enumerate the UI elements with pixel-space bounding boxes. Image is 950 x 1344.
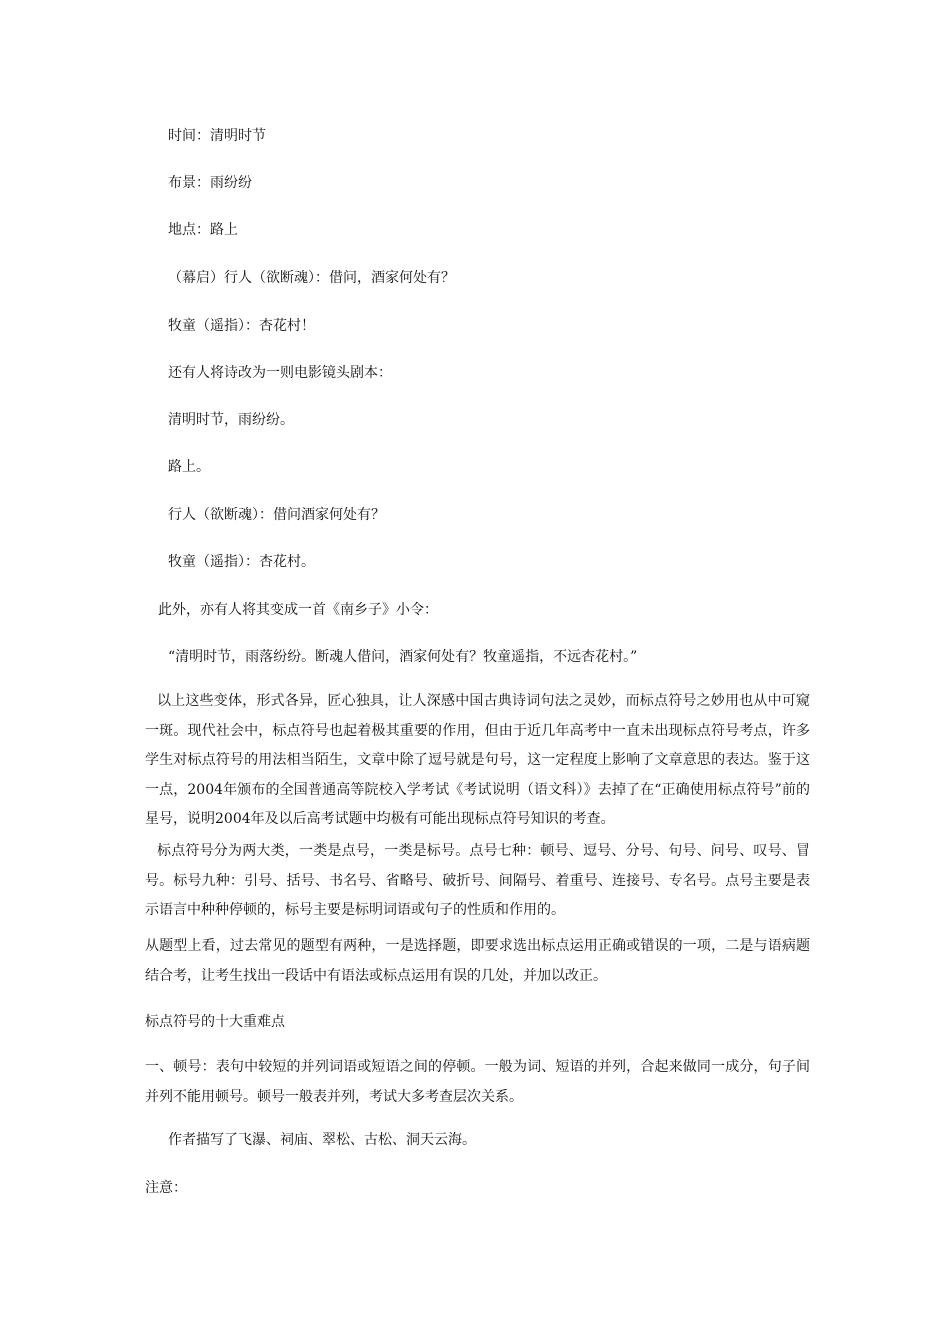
note-label: 注意： <box>145 1180 187 1196</box>
script-line-location: 地点：路上 <box>168 222 238 238</box>
item-one-comma: 一、顿号：表句中较短的并列词语或短语之间的停顿。一般为词、短语的并列，合起来做同一成分，句子间并列不能用顿号。顿号一般表并列，考试大多考查层次关系。 <box>145 1059 810 1105</box>
screenplay-line-road: 路上。 <box>168 459 210 475</box>
script-line-scenery: 布景：雨纷纷 <box>168 175 252 191</box>
nanxiangzi-quote: “清明时节，雨落纷纷。断魂人借问，酒家何处有？牧童遥指，不远杏花村。” <box>168 649 638 665</box>
paragraph-question-types: 从题型上看，过去常见的题型有两种，一是选择题，即要求选出标点运用正确或错误的一项，二是与语病题结合考，让考生找出一段话中有语法或标点运用有误的几处，并加以改正。 <box>145 938 810 984</box>
screenplay-line-traveler: 行人（欲断魂）：借问酒家何处有？ <box>168 507 385 523</box>
screenplay-intro: 还有人将诗改为一则电影镜头剧本： <box>168 365 392 381</box>
script-line-shepherd-answer: 牧童（遥指）：杏花村！ <box>168 318 315 334</box>
example-sentence: 作者描写了飞瀑、祠庙、翠松、古松、洞天云海。 <box>168 1132 476 1148</box>
nanxiangzi-intro: 此外，亦有人将其变成一首《南乡子》小令： <box>158 602 438 618</box>
paragraph-categories: 标点符号分为两大类，一类是点号，一类是标号。点号七种：顿号、逗号、分号、句号、问号、叹号、冒号。标号九种：引号、括号、书名号、省略号、破折号、间隔号、着重号、连接号、专名号。点号主要是表示语言中种种停顿的，标号主要是标明词语或句子的性质和作用的。 <box>145 843 810 918</box>
section-heading: 标点符号的十大重难点 <box>145 1014 285 1030</box>
screenplay-line-shepherd: 牧童（遥指）：杏花村。 <box>168 554 315 570</box>
script-line-traveler-question: （幕启）行人（欲断魂）：借问，酒家何处有？ <box>168 270 455 286</box>
paragraph-variants: 以上这些变体，形式各异，匠心独具，让人深感中国古典诗词句法之灵妙，而标点符号之妙用也从中可窥一斑。现代社会中，标点符号也起着极其重要的作用，但由于近几年高考中一直未出现标点符号考点，许多学生对标点符号的用法相当陌生，文章中除了逗号就是句号，这一定程度上影响了文章意思的表达。鉴于这一点，2004年颁布的全国普通高等院校入学考试《考试说明（语文科）》去掉了在“正确使用标点符号”前的星号，说明2004年及以后高考试题中均极有可能出现标点符号知识的考查。 <box>145 693 810 827</box>
script-line-time: 时间：清明时节 <box>168 128 266 144</box>
screenplay-line-time: 清明时节，雨纷纷。 <box>168 412 294 428</box>
